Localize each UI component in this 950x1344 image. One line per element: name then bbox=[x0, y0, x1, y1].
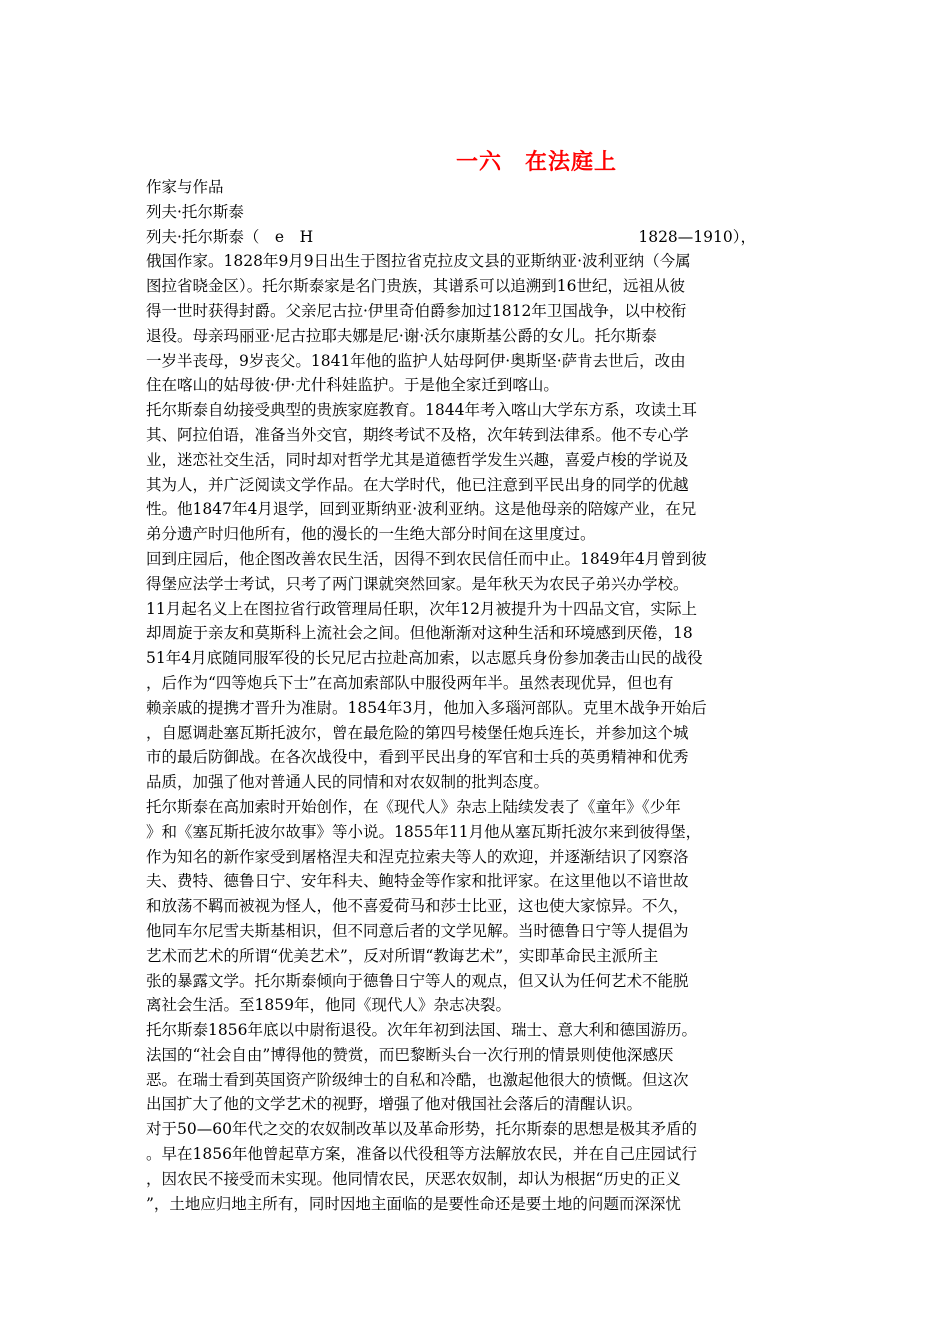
text-line: 住在喀山的姑母彼·伊·尤什科娃监护。于是他全家迁到喀山。 bbox=[146, 376, 559, 395]
text-line: 。早在1856年他曾起草方案，准备以代役租等方法解放农民，并在自己庄园试行 bbox=[146, 1145, 697, 1164]
text-line: 得一世时获得封爵。父亲尼古拉·伊里奇伯爵参加过1812年卫国战争，以中校衔 bbox=[146, 301, 687, 320]
text-line: 11月起名义上在图拉省行政管理局任职，次年12月被提升为十四品文官，实际上 bbox=[146, 599, 697, 618]
author-years-text: 1828—1910）， bbox=[638, 227, 756, 246]
text-line: 离社会生活。至1859年，他同《现代人》杂志决裂。 bbox=[146, 996, 511, 1015]
text-line: ，自愿调赴塞瓦斯托波尔，曾在最危险的第四号棱堡任炮兵连长，并参加这个城 bbox=[146, 723, 689, 742]
author-heading: 列夫·托尔斯泰 bbox=[146, 202, 244, 221]
text-line: 艺术而艺术的所谓“优美艺术”，反对所谓“教诲艺术”，实即革命民主派所主 bbox=[146, 946, 659, 965]
text-line: 出国扩大了他的文学艺术的视野，增强了他对俄国社会落后的清醒认识。 bbox=[146, 1095, 643, 1114]
text-line: 恶。在瑞士看到英国资产阶级绅士的自私和冷酷，也激起他很大的愤慨。但这次 bbox=[146, 1070, 689, 1089]
text-line: 》和《塞瓦斯托波尔故事》等小说。1855年11月他从塞瓦斯托波尔来到彼得堡， bbox=[146, 822, 702, 841]
text-line: 却周旋于亲友和莫斯科上流社会之间。但他渐渐对这种生活和环境感到厌倦，18 bbox=[146, 624, 693, 643]
text-line: 张的暴露文学。托尔斯泰倾向于德鲁日宁等人的观点，但又认为任何艺术不能脱 bbox=[146, 971, 689, 990]
text-line: ”，土地应归地主所有，同时因地主面临的是要性命还是要土地的问题而深深忧 bbox=[146, 1194, 681, 1213]
text-line: 得堡应法学士考试，只考了两门课就突然回家。是年秋天为农民子弟兴办学校。 bbox=[146, 574, 689, 593]
text-line: 他同车尔尼雪夫斯基相识，但不同意后者的文学见解。当时德鲁日宁等人提倡为 bbox=[146, 921, 689, 940]
text-line: ，因农民不接受而未实现。他同情农民，厌恶农奴制，却认为根据“历史的正义 bbox=[146, 1169, 681, 1188]
text-line: 一岁半丧母，9岁丧父。1841年他的监护人姑母阿伊·奥斯坚·萨肯去世后，改由 bbox=[146, 351, 686, 370]
text-line: 和放荡不羁而被视为怪人，他不喜爱荷马和莎士比亚，这也使大家惊异。不久， bbox=[146, 897, 689, 916]
body-text bbox=[146, 249, 756, 1216]
section-heading: 作家与作品 bbox=[146, 178, 224, 196]
text-line: 品质，加强了他对普通人民的同情和对农奴制的批判态度。 bbox=[146, 773, 550, 792]
text-line: 51年4月底随同服军役的长兄尼古拉赴高加索，以志愿兵身份参加袭击山民的战役 bbox=[146, 649, 703, 668]
text-line: 托尔斯泰自幼接受典型的贵族家庭教育。1844年考入喀山大学东方系，攻读土耳 bbox=[146, 401, 697, 420]
text-line: ，后作为“四等炮兵下士”在高加索部队中服役两年半。虽然表现优异，但也有 bbox=[146, 673, 674, 692]
text-line: 托尔斯泰1856年底以中尉衔退役。次年年初到法国、瑞士、意大利和德国游历。 bbox=[146, 1021, 697, 1040]
text-line: 其为人，并广泛阅读文学作品。在大学时代，他已注意到平民出身的同学的优越 bbox=[146, 475, 689, 494]
text-line: 弟分遗产时归他所有，他的漫长的一生绝大部分时间在这里度过。 bbox=[146, 525, 596, 544]
text-line: 回到庄园后，他企图改善农民生活，因得不到农民信任而中止。1849年4月曾到彼 bbox=[146, 549, 707, 568]
document-body bbox=[146, 175, 756, 1216]
text-line: 图拉省晓金区）。托尔斯泰家是名门贵族，其谱系可以追溯到16世纪，远祖从彼 bbox=[146, 277, 685, 296]
text-line: 对于50—60年代之交的农奴制改革以及革命形势，托尔斯泰的思想是极其矛盾的 bbox=[146, 1120, 697, 1139]
text-line: 性。他1847年4月退学，回到亚斯纳亚·波利亚纳。这是他母亲的陪嫁产业，在兄 bbox=[146, 500, 697, 519]
text-line: 作为知名的新作家受到屠格涅夫和涅克拉索夫等人的欢迎，并逐渐结识了冈察洛 bbox=[146, 847, 689, 866]
text-line: 赖亲戚的提携才晋升为准尉。1854年3月，他加入多瑙河部队。克里木战争开始后 bbox=[146, 698, 707, 717]
text-line: 退役。母亲玛丽亚·尼古拉耶夫娜是尼·谢·沃尔康斯基公爵的女儿。托尔斯泰 bbox=[146, 326, 657, 345]
text-line: 其、阿拉伯语，准备当外交官，期终考试不及格，次年转到法律系。他不专心学 bbox=[146, 425, 689, 444]
text-line: 业，迷恋社交生活，同时却对哲学尤其是道德哲学发生兴趣，喜爱卢梭的学说及 bbox=[146, 450, 689, 469]
text-line: 法国的“社会自由”博得他的赞赏，而巴黎断头台一次行刑的情景则使他深感厌 bbox=[146, 1045, 674, 1064]
author-intro-line bbox=[146, 225, 756, 250]
text-line: 夫、费特、德鲁日宁、安年科夫、鲍特金等作家和批评家。在这里他以不谙世故 bbox=[146, 872, 689, 891]
text-line: 市的最后防御战。在各次战役中，看到平民出身的军官和士兵的英勇精神和优秀 bbox=[146, 748, 689, 767]
text-line: 托尔斯泰在高加索时开始创作，在《现代人》杂志上陆续发表了《童年》《少年 bbox=[146, 797, 681, 816]
text-line: 俄国作家。1828年9月9日出生于图拉省克拉皮文县的亚斯纳亚·波利亚纳（今属 bbox=[146, 252, 691, 271]
author-name-text: 列夫·托尔斯泰（ e H bbox=[146, 227, 314, 246]
page-title: 一六 在法庭上 bbox=[456, 149, 618, 175]
